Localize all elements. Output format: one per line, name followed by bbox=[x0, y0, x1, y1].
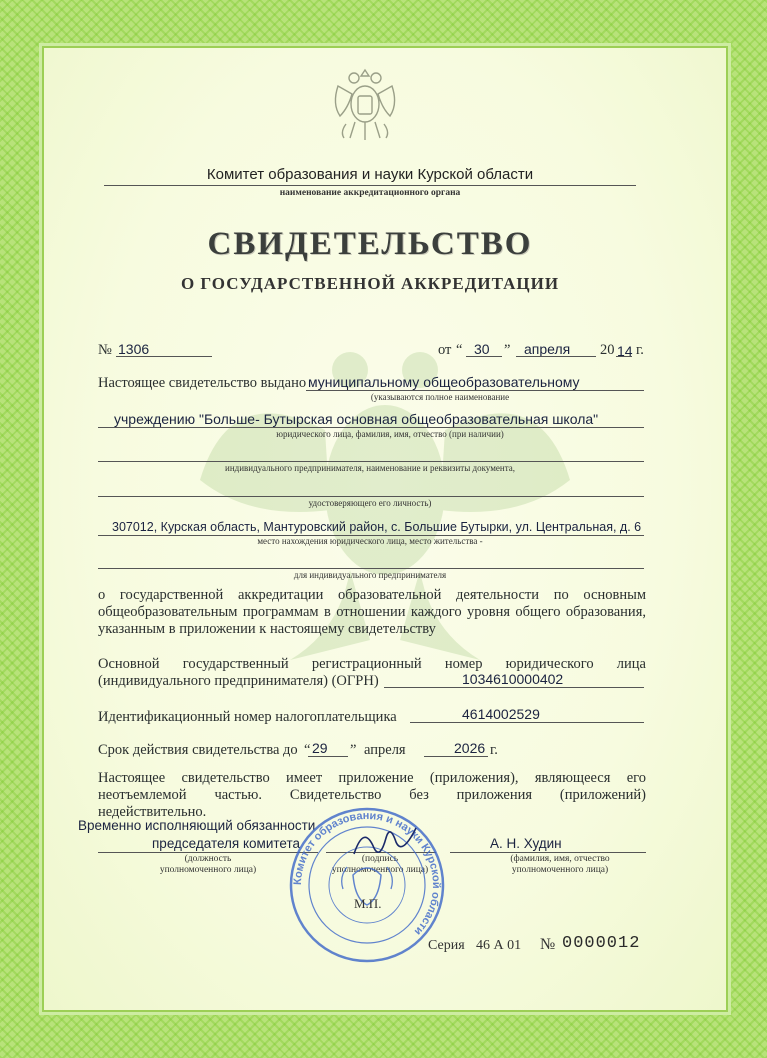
validity-day-underline bbox=[308, 756, 348, 757]
body-text-line-3: указанным в приложении к настоящему свидетельству bbox=[98, 621, 436, 637]
stamp-text: Комитет образования и науки Курской области bbox=[291, 809, 443, 938]
annex-text-line-1: Настоящее свидетельство имеет приложение (приложения), являющееся его bbox=[98, 770, 646, 786]
year-prefix: 20 bbox=[600, 342, 615, 358]
validity-year-unit: г. bbox=[490, 742, 498, 758]
blank-line-2 bbox=[98, 496, 644, 497]
validity-month: апреля bbox=[364, 742, 406, 758]
number-sign: № bbox=[98, 342, 112, 358]
issued-line-1-underline bbox=[306, 390, 644, 391]
inn-value: 4614002529 bbox=[462, 706, 540, 722]
body-text-line-2: общеобразовательным программам в отношении каждого уровня общего образования, bbox=[98, 604, 646, 620]
year-suffix: 14 bbox=[617, 343, 633, 359]
month-underline bbox=[516, 356, 596, 357]
issued-to-label: Настоящее свидетельство выдано bbox=[98, 375, 307, 391]
caption-entrepreneur-residence: для индивидуального предпринимателя bbox=[293, 570, 447, 580]
annex-text-line-2: неотъемлемой частью. Свидетельство без приложения (приложений) bbox=[98, 787, 646, 803]
ogrn-value: 1034610000402 bbox=[462, 671, 564, 687]
inn-label: Идентификационный номер налогоплательщика bbox=[98, 709, 397, 725]
blank-line-1 bbox=[98, 461, 644, 462]
caption-position-2: уполномоченного лица) bbox=[159, 865, 257, 875]
year-underline bbox=[616, 356, 632, 357]
number-underline bbox=[116, 356, 212, 357]
position-underline bbox=[98, 852, 318, 853]
date-quote-open: “ bbox=[456, 342, 463, 358]
caption-identity: удостоверяющего его личность) bbox=[308, 498, 432, 508]
issuing-authority-name: Комитет образования и науки Курской области bbox=[206, 166, 534, 183]
caption-name-1: (фамилия, имя, отчество bbox=[510, 854, 610, 864]
coat-of-arms-icon bbox=[330, 64, 400, 144]
ogrn-label-line-1: Основной государственный регистрационный номер юридического лица bbox=[98, 656, 646, 672]
blank-line-3 bbox=[98, 568, 644, 569]
date-quote-close: ” bbox=[504, 342, 511, 358]
ogrn-label-line-2: (индивидуального предпринимателя) (ОГРН) bbox=[98, 673, 379, 689]
issued-to-line-1: муниципальному общеобразовательному bbox=[308, 374, 580, 390]
signatory-position-line-1: Временно исполняющий обязанности bbox=[78, 818, 316, 833]
issue-month: апреля bbox=[524, 341, 571, 357]
year-unit: г. bbox=[636, 342, 644, 358]
validity-day: 29 bbox=[312, 740, 328, 756]
series-value: 46 А 01 bbox=[476, 938, 522, 953]
validity-quote-close: ” bbox=[350, 742, 357, 758]
page-subtitle: О ГОСУДАРСТВЕННОЙ АККРЕДИТАЦИИ bbox=[180, 274, 560, 293]
caption-legal-entity: юридического лица, фамилия, имя, отчество (при наличии) bbox=[276, 429, 504, 439]
ogrn-underline bbox=[384, 687, 644, 688]
authority-caption: наименование аккредитационного органа bbox=[279, 188, 461, 198]
caption-name-2: уполномоченного лица) bbox=[511, 865, 609, 875]
name-underline bbox=[450, 852, 646, 853]
caption-entrepreneur: индивидуального предпринимателя, наименование и реквизиты документа, bbox=[225, 463, 515, 473]
address-value: 307012, Курская область, Мантуровский район, с. Большие Бутырки, ул. Центральная, д. 6 bbox=[112, 520, 642, 534]
validity-year: 2026 bbox=[454, 740, 486, 756]
validity-quote-open: “ bbox=[304, 742, 311, 758]
certificate-number: 1306 bbox=[118, 341, 150, 357]
issue-day: 30 bbox=[474, 341, 490, 357]
caption-signature-2: уполномоченного лица) bbox=[331, 865, 429, 875]
caption-location: место нахождения юридического лица, место жительства - bbox=[257, 536, 483, 546]
series-number: 0000012 bbox=[562, 934, 641, 953]
signatory-name: А. Н. Худин bbox=[490, 836, 562, 851]
seal-place-label: М.П. bbox=[354, 896, 382, 911]
authority-underline bbox=[104, 185, 636, 186]
series-number-sign: № bbox=[540, 936, 556, 953]
page-title: СВИДЕТЕЛЬСТВО bbox=[207, 226, 533, 262]
annex-text-line-3: недействительно. bbox=[98, 804, 207, 820]
issued-line-2-underline bbox=[98, 427, 644, 428]
day-underline bbox=[466, 356, 502, 357]
date-from-label: от bbox=[438, 342, 452, 358]
caption-signature-1: (подпись bbox=[361, 854, 399, 864]
body-text-line-1: о государственной аккредитации образовательной деятельности по основным bbox=[98, 587, 646, 603]
caption-position-1: (должность bbox=[184, 854, 232, 864]
validity-label: Срок действия свидетельства до bbox=[98, 742, 298, 758]
issued-to-line-2: учреждению "Больше- Бутырская основная общеобразовательная школа" bbox=[114, 411, 599, 427]
inn-underline bbox=[410, 722, 644, 723]
signature-scribble-icon bbox=[350, 824, 420, 864]
caption-full-name: (указываются полное наименование bbox=[370, 392, 510, 402]
series-label: Серия bbox=[428, 938, 465, 953]
validity-year-underline bbox=[424, 756, 488, 757]
signatory-position-line-2: председателя комитета bbox=[152, 836, 301, 851]
